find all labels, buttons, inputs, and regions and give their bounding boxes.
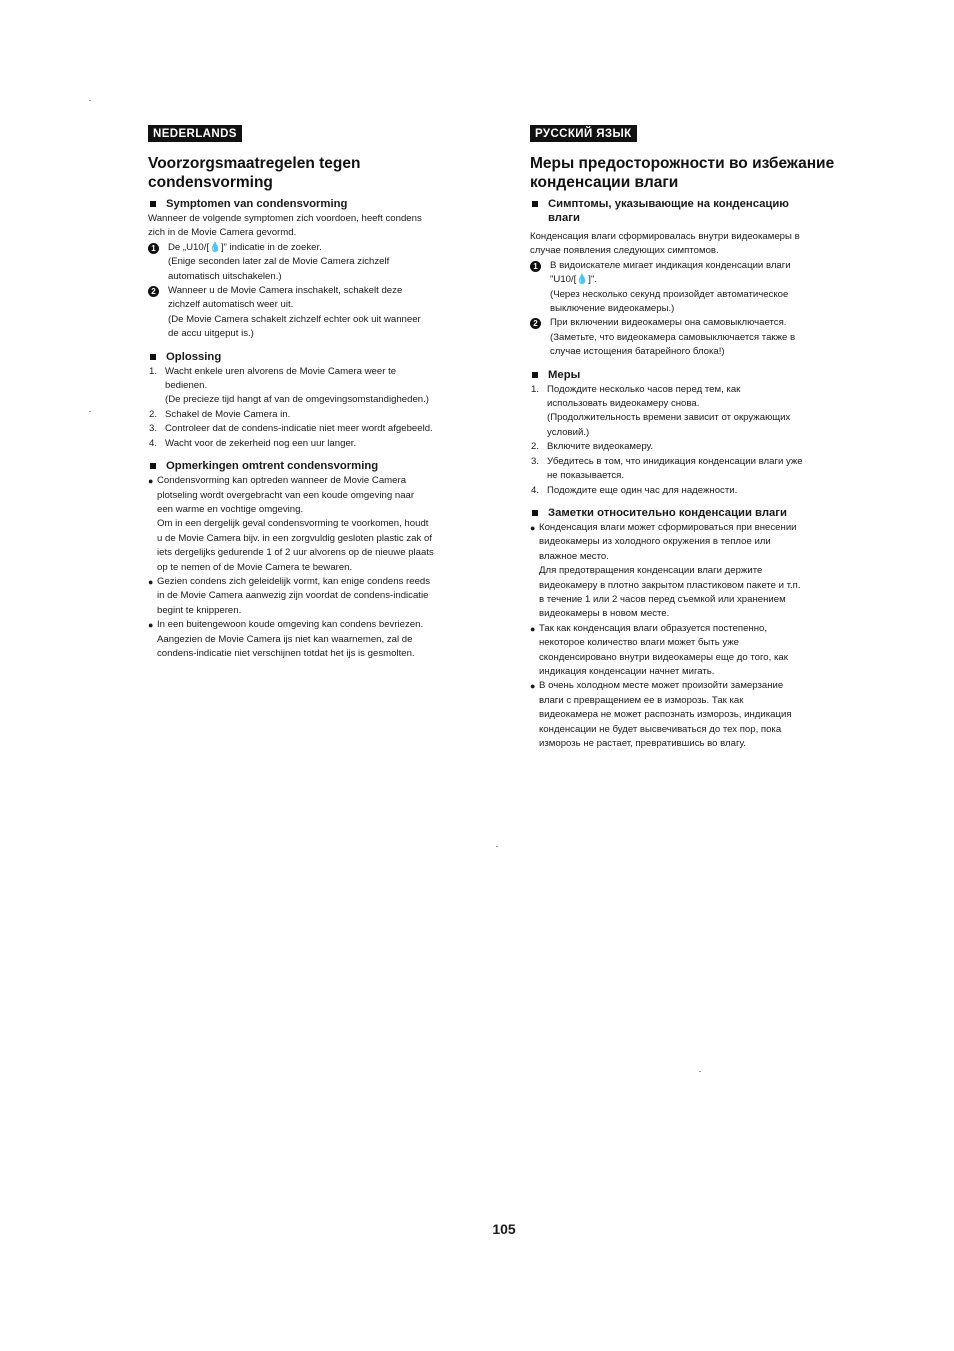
list-item: ● В очень холодном месте может произойти замерзание влаги с превращением ее в изморозь. Так как видеокамера не может распознать изморозь, индикация конденсации не будет высвечиваться до тех пор, пока изморозь не растает, превратившись во влагу. [530,679,860,751]
scan-speck [496,846,498,847]
solution-list [148,365,480,451]
language-tag: NEDERLANDS [148,125,242,142]
section-heading-solution: Меры [530,368,860,382]
page-number: 105 [492,1221,516,1237]
square-bullet-icon [150,463,156,469]
list-item: ● Так как конденсация влаги образуется постепенно, некоторое количество влаги может быть уже сконденсировано внутри видеокамеры еще до того, как индикация конденсации начнет мигать. [530,622,860,680]
dot-bullet-icon: ● [148,620,154,631]
language-tag: РУССКИЙ ЯЗЫК [530,125,637,142]
square-bullet-icon [150,354,156,360]
section-heading-remarks: Заметки относительно конденсации влаги [530,506,860,520]
symptom-item: 2 Wanneer u de Movie Camera inschakelt, schakelt deze zichzelf automatisch weer uit. (De Movie Camera schakelt zichzelf echter ook uit wanneer de accu uitgeput is.) [148,284,480,342]
square-bullet-icon [532,372,538,378]
square-bullet-icon [150,201,156,207]
list-item: 1. Wacht enkele uren alvorens de Movie Camera weer te bedienen. (De precieze tijd hangt af van de omgevingsomstandigheden.) [149,365,429,406]
circled-number-icon: 2 [530,318,541,329]
list-item: ● In een buitengewoon koude omgeving kan condens bevriezen. Aangezien de Movie Camera ijs niet kan waarnemen, zal de condens-indicatie niet verschijnen totdat het ijs is gesmolten. [148,618,480,661]
dot-bullet-icon: ● [530,681,536,692]
list-item: 2. Включите видеокамеру. [531,441,654,453]
section-heading-remarks: Opmerkingen omtrent condensvorming [148,459,480,473]
circled-number-icon: 1 [530,261,541,272]
square-bullet-icon [532,201,538,207]
symptom-item: 1 De „U10/[💧]” indicatie in de zoeker. (Enige seconden later zal de Movie Camera zichzelf automatisch uitschakelen.) [148,241,480,284]
column-dutch [148,124,480,661]
page-title: Меры предосторожности во избежание конденсации влаги [530,155,835,191]
solution-list [530,383,860,498]
dot-bullet-icon: ● [148,576,154,587]
list-item: 4. Подождите еще один час для надежности. [531,484,738,496]
symptom-item: 1 В видоискателе мигает индикация конденсации влаги "U10/[💧]". (Через несколько секунд произойдет автоматическое выключение видеокамеры.) [530,259,860,317]
list-item: ● Gezien condens zich geleidelijk vormt, kan enige condens reeds in de Movie Camera aanwezig zijn voordat de condens-indicatie begint te knipperen. [148,575,480,618]
list-item: ● Condensvorming kan optreden wanneer de Movie Camera plotseling wordt overgebracht van een koude omgeving naar een warme en vochtige omgeving. Om in een dergelijk geval condensvorming te voorkomen, houdt u de Movie Camera bijv. in een zorgvuldig gesloten plastic zak of iets dergelijks gedurende 1 of 2 uur alvorens op de nieuwe plaats op te nemen of de Movie Camera te bewaren. [148,474,480,575]
dot-bullet-icon: ● [530,623,536,634]
section-heading-symptoms: Symptomen van condensvorming [148,197,480,211]
list-item: 2. Schakel de Movie Camera in. [149,408,291,420]
scan-speck [89,411,91,412]
scan-speck [699,1071,701,1072]
symptoms-intro: Конденсация влаги сформировалась внутри видеокамеры в случае появления следующих симптомов. [530,231,800,257]
list-item: 3. Controleer dat de condens-indicatie niet meer wordt afgebeeld. [149,423,433,435]
square-bullet-icon [532,510,538,516]
page-title: Voorzorgsmaatregelen tegen condensvorming [148,155,361,191]
list-item: 1. Подождите несколько часов перед тем, как использовать видеокамеру снова. (Продолжительность времени зависит от окружающих условий.) [531,383,791,438]
section-heading-symptoms: Симптомы, указывающие на конденсацию влаги [530,197,860,225]
scan-speck [89,100,91,101]
section-heading-solution: Oplossing [148,350,480,364]
list-item: 4. Wacht voor de zekerheid nog een uur langer. [149,437,357,449]
list-item: 3. Убедитесь в том, что инидикация конденсации влаги уже не показывается. [531,455,803,482]
list-item: ● Конденсация влаги может сформироваться при внесении видеокамеры из холодного окружения в теплое или влажное место. Для предотвращения конденсации влаги держите видеокамеру в плотно закрытом пластиковом пакете и т.п. в течение 1 или 2 часов перед съемкой или хранением видеокамеры в новом месте. [530,521,860,622]
symptoms-intro: Wanneer de volgende symptomen zich voordoen, heeft condens zich in de Movie Camera gevormd. [148,213,422,239]
symptom-item: 2 При включении видеокамеры она самовыключается. (Заметьте, что видеокамера самовыключается также в случае истощения батарейного блока!) [530,316,860,359]
circled-number-icon: 1 [148,243,159,254]
circled-number-icon: 2 [148,286,159,297]
dot-bullet-icon: ● [530,522,536,533]
dot-bullet-icon: ● [148,476,154,487]
column-russian [530,124,860,751]
